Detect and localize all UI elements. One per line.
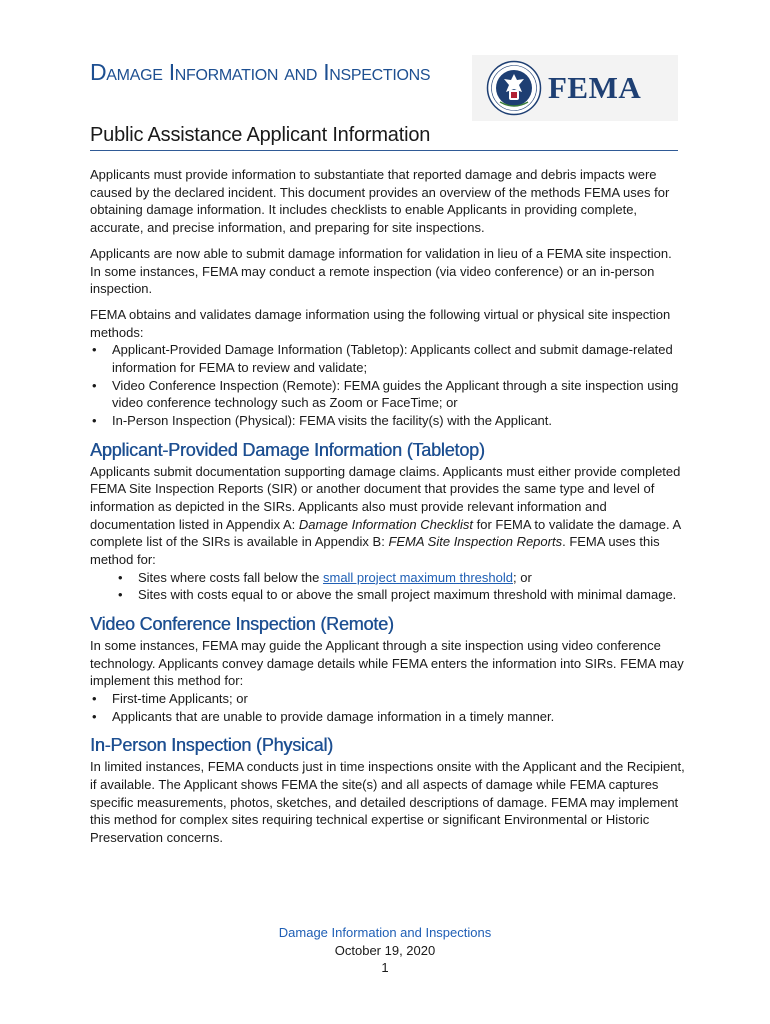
document-body: [90, 166, 686, 855]
intro-paragraph-1: Applicants must provide information to substantiate that reported damage and debris impacts were caused by the declared incident. This document provides an overview of the methods FEMA uses for obtaining damage information. It includes checklists to enable Applicants in providing complete, accurate, and precise information, and preparing for site inspections.: [90, 167, 670, 236]
section-heading-tabletop: Applicant-Provided Damage Information (Tabletop): [90, 439, 485, 460]
intro-paragraph-2: Applicants are now able to submit damage information for validation in lieu of a FEMA site inspection. In some instances, FEMA may conduct a remote inspection (via video conference) or an in-person inspection.: [90, 245, 672, 297]
section-heading-remote: Video Conference Inspection (Remote): [90, 614, 394, 635]
dhs-seal-icon: [486, 60, 542, 116]
remote-list: [90, 690, 686, 725]
footer-date: October 19, 2020: [334, 942, 436, 958]
tabletop-list: [90, 569, 686, 604]
page-title: Damage Information and Inspections: [90, 59, 431, 85]
list-item: • Applicants that are unable to provide damage information in a timely manner.: [90, 708, 686, 726]
intro-paragraph-3: FEMA obtains and validates damage information using the following virtual or physical site inspection methods:: [90, 306, 671, 340]
page-footer: [0, 924, 770, 977]
tabletop-paragraph: Applicants submit documentation supporting damage claims. Applicants must either provide completed FEMA Site Inspection Reports (SIR) or another document that provides the same type and level of information as depicted in the SIRs. Applicants also must provide relevant information and documentation listed in Appendix A: Damage Information Checklist for FEMA to validate the damage. A complete list of the SIRs is available in Appendix B: FEMA Site Inspection Reports. FEMA uses this method for:: [90, 463, 681, 568]
page-subtitle: Public Assistance Applicant Information: [90, 124, 431, 146]
methods-list: [90, 341, 686, 430]
list-item: • Video Conference Inspection (Remote): FEMA guides the Applicant through a site inspection using video conference technology such as Zoom or FaceTime; or: [90, 377, 686, 412]
physical-paragraph: In limited instances, FEMA conducts just in time inspections onsite with the Applicant and the Recipient, if available. The Applicant shows FEMA the site(s) and all aspects of damage while FEMA captures specific measurements, photos, sketches, and detailed descriptions of damage. FEMA may implement this method for complex sites requiring technical expertise or significant Environmental or Historic Preservation concerns.: [90, 759, 685, 845]
list-item: • First-time Applicants; or: [90, 690, 686, 708]
section-heading-physical: In-Person Inspection (Physical): [90, 735, 333, 756]
remote-paragraph: In some instances, FEMA may guide the Applicant through a site inspection using video conference technology. Applicants convey damage details while FEMA enters the information into SIRs. FEMA may implement this method for:: [90, 637, 684, 689]
list-item: • Applicant-Provided Damage Information (Tabletop): Applicants collect and submit damage-related information for FEMA to review and validate;: [90, 341, 686, 376]
list-item: • Sites with costs equal to or above the small project maximum threshold with minimal damage.: [90, 586, 686, 604]
list-item: • Sites where costs fall below the small project maximum threshold; or: [90, 569, 686, 587]
title-divider: [90, 150, 678, 151]
small-project-threshold-link[interactable]: small project maximum threshold: [322, 569, 513, 585]
page-number: 1: [381, 960, 389, 975]
fema-wordmark: FEMA: [548, 70, 642, 105]
footer-title: Damage Information and Inspections: [278, 925, 492, 940]
list-item: • In-Person Inspection (Physical): FEMA visits the facility(s) with the Applicant.: [90, 412, 686, 430]
fema-logo: [472, 55, 678, 121]
